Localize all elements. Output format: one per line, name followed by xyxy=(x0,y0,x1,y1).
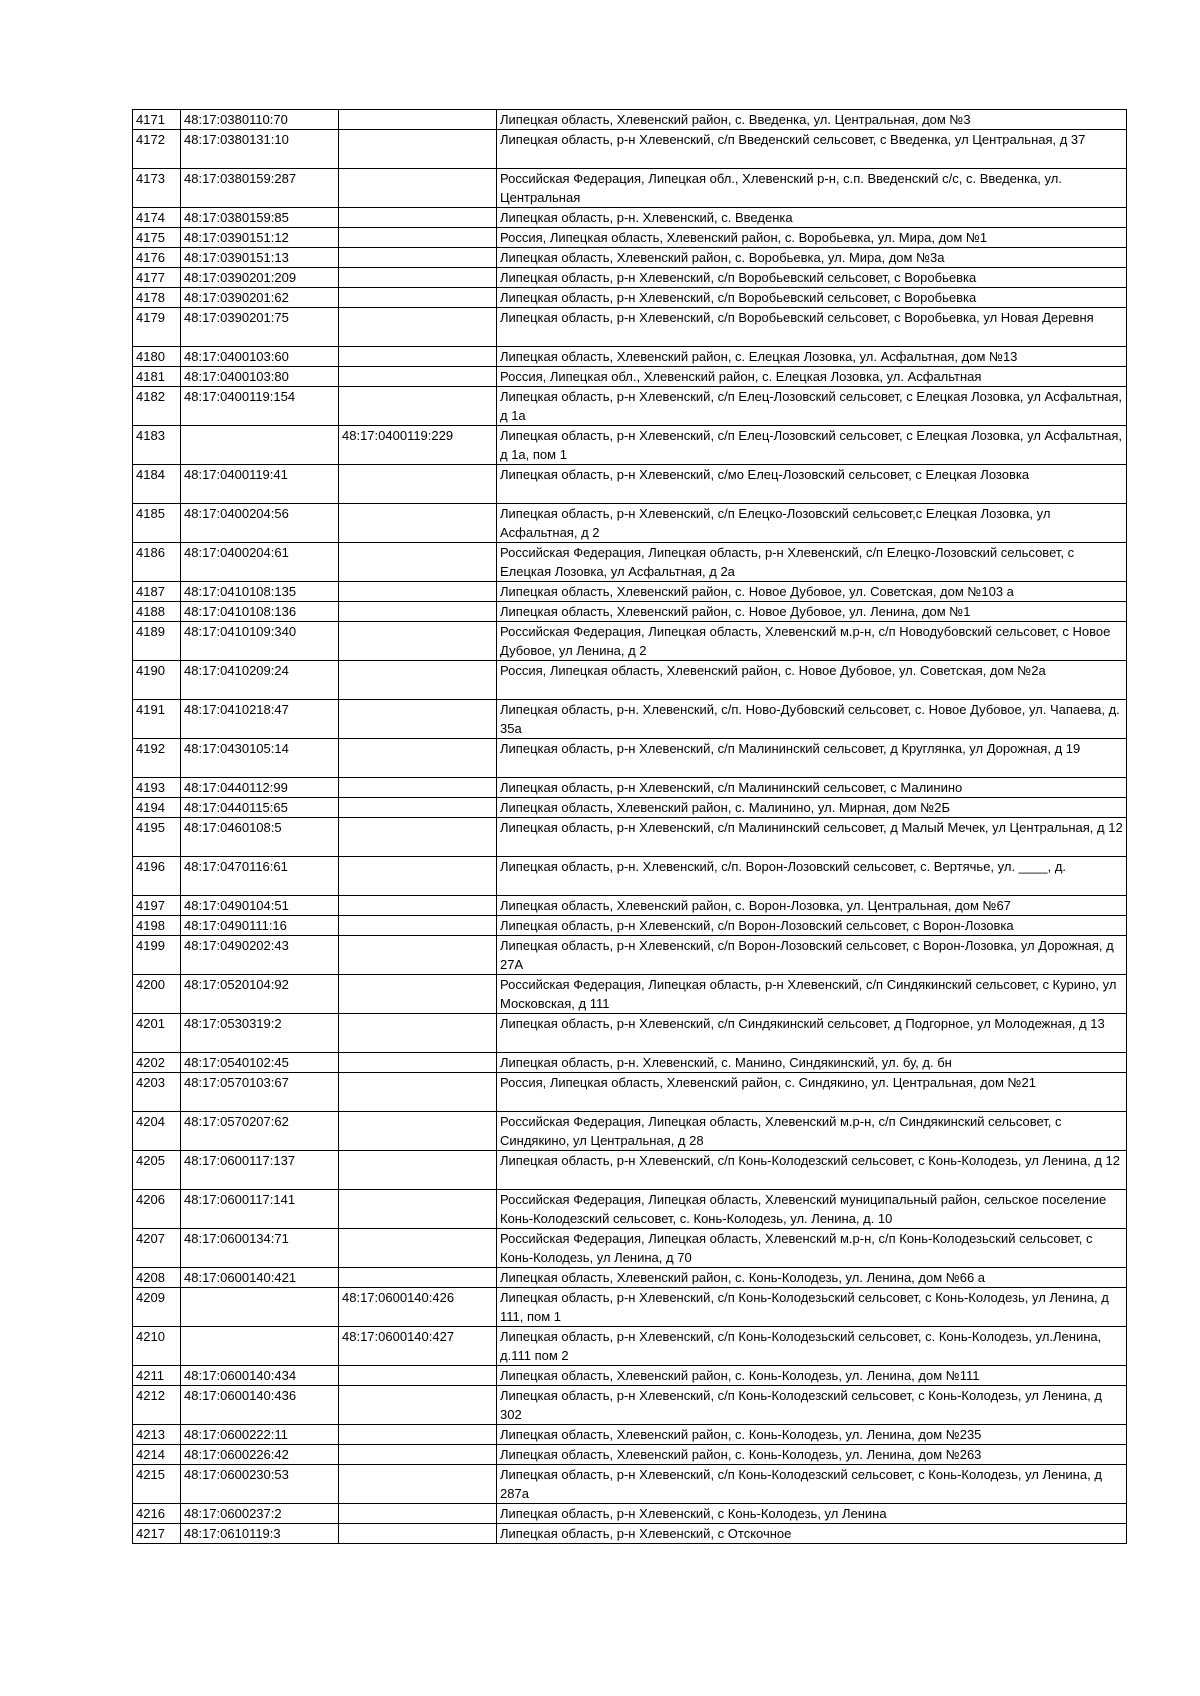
premises-cadastral-number-cell xyxy=(339,1524,497,1544)
premises-cadastral-number-cell xyxy=(339,1504,497,1524)
premises-cadastral-number-cell xyxy=(339,110,497,130)
row-number-cell: 4191 xyxy=(133,700,181,739)
table-row xyxy=(133,110,1127,130)
address-cell: Россия, Липецкая область, Хлевенский район, с. Синдякино, ул. Центральная, дом №21 xyxy=(497,1073,1127,1112)
address-cell: Липецкая область, р-н Хлевенский, с/п Воробьевский сельсовет, с Воробьевка xyxy=(497,268,1127,288)
cadastral-number-cell: 48:17:0600237:2 xyxy=(181,1504,339,1524)
premises-cadastral-number-cell xyxy=(339,896,497,916)
address-cell: Липецкая область, р-н. Хлевенский, с. Введенка xyxy=(497,208,1127,228)
row-number-cell: 4190 xyxy=(133,661,181,700)
row-number-cell: 4187 xyxy=(133,582,181,602)
address-cell: Липецкая область, р-н Хлевенский, с/мо Елец-Лозовский сельсовет, с Елецкая Лозовка xyxy=(497,465,1127,504)
table-row xyxy=(133,739,1127,778)
row-number-cell: 4189 xyxy=(133,622,181,661)
premises-cadastral-number-cell xyxy=(339,975,497,1014)
premises-cadastral-number-cell xyxy=(339,857,497,896)
premises-cadastral-number-cell xyxy=(339,778,497,798)
premises-cadastral-number-cell xyxy=(339,228,497,248)
table-row xyxy=(133,936,1127,975)
address-cell: Липецкая область, р-н. Хлевенский, с. Манино, Синдякинский, ул. бу, д. бн xyxy=(497,1053,1127,1073)
table-row xyxy=(133,347,1127,367)
row-number-cell: 4185 xyxy=(133,504,181,543)
premises-cadastral-number-cell xyxy=(339,465,497,504)
cadastral-number-cell xyxy=(181,1288,339,1327)
premises-cadastral-number-cell: 48:17:0600140:426 xyxy=(339,1288,497,1327)
row-number-cell: 4198 xyxy=(133,916,181,936)
premises-cadastral-number-cell xyxy=(339,622,497,661)
row-number-cell: 4203 xyxy=(133,1073,181,1112)
premises-cadastral-number-cell xyxy=(339,504,497,543)
cadastral-number-cell: 48:17:0540102:45 xyxy=(181,1053,339,1073)
row-number-cell: 4210 xyxy=(133,1327,181,1366)
table-row xyxy=(133,1112,1127,1151)
premises-cadastral-number-cell: 48:17:0400119:229 xyxy=(339,426,497,465)
property-registry-table xyxy=(132,109,1127,1544)
row-number-cell: 4196 xyxy=(133,857,181,896)
cadastral-number-cell: 48:17:0490104:51 xyxy=(181,896,339,916)
cadastral-number-cell: 48:17:0600117:141 xyxy=(181,1190,339,1229)
premises-cadastral-number-cell xyxy=(339,1386,497,1425)
row-number-cell: 4194 xyxy=(133,798,181,818)
row-number-cell: 4216 xyxy=(133,1504,181,1524)
address-cell: Липецкая область, р-н Хлевенский, с Отскочное xyxy=(497,1524,1127,1544)
address-cell: Липецкая область, Хлевенский район, с. Елецкая Лозовка, ул. Асфальтная, дом №13 xyxy=(497,347,1127,367)
premises-cadastral-number-cell xyxy=(339,208,497,228)
premises-cadastral-number-cell xyxy=(339,1151,497,1190)
table-row xyxy=(133,1053,1127,1073)
address-cell: Российская Федерация, Липецкая область, р-н Хлевенский, с/п Елецко-Лозовский сельсовет, с Елецкая Лозовка, ул Асфальтная, д 2а xyxy=(497,543,1127,582)
address-cell: Липецкая область, р-н Хлевенский, с/п Малининский сельсовет, с Малинино xyxy=(497,778,1127,798)
premises-cadastral-number-cell xyxy=(339,347,497,367)
table-row xyxy=(133,130,1127,169)
premises-cadastral-number-cell xyxy=(339,1366,497,1386)
premises-cadastral-number-cell xyxy=(339,543,497,582)
premises-cadastral-number-cell xyxy=(339,582,497,602)
row-number-cell: 4192 xyxy=(133,739,181,778)
cadastral-number-cell: 48:17:0380159:287 xyxy=(181,169,339,208)
table-row xyxy=(133,504,1127,543)
row-number-cell: 4172 xyxy=(133,130,181,169)
cadastral-number-cell: 48:17:0570103:67 xyxy=(181,1073,339,1112)
table-row xyxy=(133,1445,1127,1465)
table-row xyxy=(133,169,1127,208)
address-cell: Липецкая область, р-н Хлевенский, с/п Конь-Колодезский сельсовет, с Конь-Колодезь, ул Ленина, д 287а xyxy=(497,1465,1127,1504)
row-number-cell: 4200 xyxy=(133,975,181,1014)
premises-cadastral-number-cell xyxy=(339,1425,497,1445)
premises-cadastral-number-cell xyxy=(339,1073,497,1112)
table-row xyxy=(133,1268,1127,1288)
premises-cadastral-number-cell xyxy=(339,308,497,347)
cadastral-number-cell: 48:17:0400103:60 xyxy=(181,347,339,367)
address-cell: Россия, Липецкая область, Хлевенский район, с. Воробьевка, ул. Мира, дом №1 xyxy=(497,228,1127,248)
address-cell: Липецкая область, Хлевенский район, с. Новое Дубовое, ул. Советская, дом №103 а xyxy=(497,582,1127,602)
table-row xyxy=(133,1465,1127,1504)
address-cell: Липецкая область, Хлевенский район, с. Новое Дубовое, ул. Ленина, дом №1 xyxy=(497,602,1127,622)
address-cell: Россия, Липецкая обл., Хлевенский район, с. Елецкая Лозовка, ул. Асфальтная xyxy=(497,367,1127,387)
cadastral-number-cell: 48:17:0390151:12 xyxy=(181,228,339,248)
cadastral-number-cell: 48:17:0600222:11 xyxy=(181,1425,339,1445)
cadastral-number-cell: 48:17:0600117:137 xyxy=(181,1151,339,1190)
table-row xyxy=(133,208,1127,228)
premises-cadastral-number-cell xyxy=(339,1229,497,1268)
cadastral-number-cell: 48:17:0400119:154 xyxy=(181,387,339,426)
premises-cadastral-number-cell xyxy=(339,602,497,622)
premises-cadastral-number-cell xyxy=(339,798,497,818)
table-row xyxy=(133,798,1127,818)
cadastral-number-cell: 48:17:0600140:434 xyxy=(181,1366,339,1386)
table-row xyxy=(133,1425,1127,1445)
cadastral-number-cell: 48:17:0440112:99 xyxy=(181,778,339,798)
table-row xyxy=(133,387,1127,426)
address-cell: Липецкая область, р-н Хлевенский, с/п Синдякинский сельсовет, д Подгорное, ул Молодежная, д 13 xyxy=(497,1014,1127,1053)
row-number-cell: 4202 xyxy=(133,1053,181,1073)
address-cell: Липецкая область, р-н Хлевенский, с/п Введенский сельсовет, с Введенка, ул Центральная, д 37 xyxy=(497,130,1127,169)
row-number-cell: 4171 xyxy=(133,110,181,130)
cadastral-number-cell: 48:17:0400103:80 xyxy=(181,367,339,387)
address-cell: Липецкая область, Хлевенский район, с. Воробьевка, ул. Мира, дом №3а xyxy=(497,248,1127,268)
row-number-cell: 4178 xyxy=(133,288,181,308)
row-number-cell: 4215 xyxy=(133,1465,181,1504)
row-number-cell: 4176 xyxy=(133,248,181,268)
address-cell: Липецкая область, р-н Хлевенский, с/п Ворон-Лозовский сельсовет, с Ворон-Лозовка xyxy=(497,916,1127,936)
cadastral-number-cell: 48:17:0520104:92 xyxy=(181,975,339,1014)
row-number-cell: 4182 xyxy=(133,387,181,426)
row-number-cell: 4217 xyxy=(133,1524,181,1544)
table-row xyxy=(133,1190,1127,1229)
row-number-cell: 4197 xyxy=(133,896,181,916)
table-row xyxy=(133,308,1127,347)
cadastral-number-cell: 48:17:0490111:16 xyxy=(181,916,339,936)
address-cell: Липецкая область, р-н Хлевенский, с/п Елецко-Лозовский сельсовет,с Елецкая Лозовка, ул Асфальтная, д 2 xyxy=(497,504,1127,543)
table-row xyxy=(133,1504,1127,1524)
premises-cadastral-number-cell xyxy=(339,1014,497,1053)
premises-cadastral-number-cell xyxy=(339,367,497,387)
cadastral-number-cell: 48:17:0400204:61 xyxy=(181,543,339,582)
registry-table-body xyxy=(133,110,1127,1544)
address-cell: Липецкая область, р-н Хлевенский, с/п Конь-Колодезский сельсовет, с Конь-Колодезь, ул Ленина, д 12 xyxy=(497,1151,1127,1190)
premises-cadastral-number-cell xyxy=(339,818,497,857)
premises-cadastral-number-cell xyxy=(339,288,497,308)
premises-cadastral-number-cell xyxy=(339,387,497,426)
row-number-cell: 4212 xyxy=(133,1386,181,1425)
row-number-cell: 4174 xyxy=(133,208,181,228)
row-number-cell: 4207 xyxy=(133,1229,181,1268)
table-row xyxy=(133,1524,1127,1544)
address-cell: Липецкая область, р-н Хлевенский, с/п Малининский сельсовет, д Малый Мечек, ул Центральная, д 12 xyxy=(497,818,1127,857)
cadastral-number-cell: 48:17:0600230:53 xyxy=(181,1465,339,1504)
cadastral-number-cell: 48:17:0600140:436 xyxy=(181,1386,339,1425)
address-cell: Российская Федерация, Липецкая область, Хлевенский м.р-н, с/п Конь-Колодезьский сельсовет, с Конь-Колодезь, ул Ленина, д 70 xyxy=(497,1229,1127,1268)
row-number-cell: 4206 xyxy=(133,1190,181,1229)
address-cell: Липецкая область, р-н Хлевенский, с/п Малининский сельсовет, д Круглянка, ул Дорожная, д 19 xyxy=(497,739,1127,778)
address-cell: Липецкая область, Хлевенский район, с. Ворон-Лозовка, ул. Центральная, дом №67 xyxy=(497,896,1127,916)
address-cell: Липецкая область, р-н Хлевенский, с Конь-Колодезь, ул Ленина xyxy=(497,1504,1127,1524)
table-row xyxy=(133,268,1127,288)
cadastral-number-cell: 48:17:0400204:56 xyxy=(181,504,339,543)
cadastral-number-cell: 48:17:0390151:13 xyxy=(181,248,339,268)
address-cell: Липецкая область, р-н. Хлевенский, с/п. Ворон-Лозовский сельсовет, с. Вертячье, ул. ____, д. xyxy=(497,857,1127,896)
table-row xyxy=(133,582,1127,602)
cadastral-number-cell: 48:17:0490202:43 xyxy=(181,936,339,975)
table-row xyxy=(133,465,1127,504)
premises-cadastral-number-cell: 48:17:0600140:427 xyxy=(339,1327,497,1366)
premises-cadastral-number-cell xyxy=(339,248,497,268)
address-cell: Российская Федерация, Липецкая обл., Хлевенский р-н, с.п. Введенский с/с, с. Введенка, ул. Центральная xyxy=(497,169,1127,208)
address-cell: Липецкая область, р-н Хлевенский, с/п Конь-Колодезьский сельсовет, с Конь-Колодезь, ул Ленина, д 111, пом 1 xyxy=(497,1288,1127,1327)
row-number-cell: 4199 xyxy=(133,936,181,975)
cadastral-number-cell: 48:17:0410209:24 xyxy=(181,661,339,700)
row-number-cell: 4201 xyxy=(133,1014,181,1053)
premises-cadastral-number-cell xyxy=(339,1465,497,1504)
table-row xyxy=(133,1073,1127,1112)
cadastral-number-cell: 48:17:0430105:14 xyxy=(181,739,339,778)
address-cell: Липецкая область, р-н. Хлевенский, с/п. Ново-Дубовский сельсовет, с. Новое Дубовое, ул. Чапаева, д. 35а xyxy=(497,700,1127,739)
cadastral-number-cell: 48:17:0380159:85 xyxy=(181,208,339,228)
table-row xyxy=(133,228,1127,248)
table-row xyxy=(133,1014,1127,1053)
address-cell: Липецкая область, р-н Хлевенский, с/п Конь-Колодезьский сельсовет, с. Конь-Колодезь, ул.Ленина, д.111 пом 2 xyxy=(497,1327,1127,1366)
table-row xyxy=(133,916,1127,936)
premises-cadastral-number-cell xyxy=(339,130,497,169)
row-number-cell: 4195 xyxy=(133,818,181,857)
row-number-cell: 4209 xyxy=(133,1288,181,1327)
row-number-cell: 4204 xyxy=(133,1112,181,1151)
address-cell: Российская Федерация, Липецкая область, Хлевенский м.р-н, с/п Синдякинский сельсовет, с Синдякино, ул Центральная, д 28 xyxy=(497,1112,1127,1151)
table-row xyxy=(133,778,1127,798)
row-number-cell: 4205 xyxy=(133,1151,181,1190)
cadastral-number-cell: 48:17:0600140:421 xyxy=(181,1268,339,1288)
address-cell: Липецкая область, Хлевенский район, с. Конь-Колодезь, ул. Ленина, дом №235 xyxy=(497,1425,1127,1445)
table-row xyxy=(133,426,1127,465)
cadastral-number-cell: 48:17:0410108:135 xyxy=(181,582,339,602)
table-row xyxy=(133,602,1127,622)
address-cell: Липецкая область, Хлевенский район, с. Конь-Колодезь, ул. Ленина, дом №66 а xyxy=(497,1268,1127,1288)
table-row xyxy=(133,248,1127,268)
address-cell: Липецкая область, р-н Хлевенский, с/п Ворон-Лозовский сельсовет, с Ворон-Лозовка, ул Дорожная, д 27А xyxy=(497,936,1127,975)
address-cell: Россия, Липецкая область, Хлевенский район, с. Новое Дубовое, ул. Советская, дом №2а xyxy=(497,661,1127,700)
cadastral-number-cell: 48:17:0380110:70 xyxy=(181,110,339,130)
cadastral-number-cell: 48:17:0400119:41 xyxy=(181,465,339,504)
row-number-cell: 4177 xyxy=(133,268,181,288)
cadastral-number-cell xyxy=(181,1327,339,1366)
table-row xyxy=(133,543,1127,582)
table-row xyxy=(133,1229,1127,1268)
premises-cadastral-number-cell xyxy=(339,1112,497,1151)
premises-cadastral-number-cell xyxy=(339,1053,497,1073)
premises-cadastral-number-cell xyxy=(339,169,497,208)
cadastral-number-cell: 48:17:0460108:5 xyxy=(181,818,339,857)
table-row xyxy=(133,367,1127,387)
cadastral-number-cell: 48:17:0380131:10 xyxy=(181,130,339,169)
table-row xyxy=(133,288,1127,308)
address-cell: Российская Федерация, Липецкая область, р-н Хлевенский, с/п Синдякинский сельсовет, с Курино, ул Московская, д 111 xyxy=(497,975,1127,1014)
table-row xyxy=(133,857,1127,896)
row-number-cell: 4211 xyxy=(133,1366,181,1386)
row-number-cell: 4214 xyxy=(133,1445,181,1465)
cadastral-number-cell: 48:17:0410109:340 xyxy=(181,622,339,661)
cadastral-number-cell: 48:17:0530319:2 xyxy=(181,1014,339,1053)
address-cell: Липецкая область, Хлевенский район, с. Конь-Колодезь, ул. Ленина, дом №111 xyxy=(497,1366,1127,1386)
row-number-cell: 4186 xyxy=(133,543,181,582)
cadastral-number-cell: 48:17:0390201:62 xyxy=(181,288,339,308)
cadastral-number-cell: 48:17:0390201:75 xyxy=(181,308,339,347)
row-number-cell: 4173 xyxy=(133,169,181,208)
premises-cadastral-number-cell xyxy=(339,739,497,778)
premises-cadastral-number-cell xyxy=(339,936,497,975)
address-cell: Липецкая область, р-н Хлевенский, с/п Воробьевский сельсовет, с Воробьевка, ул Новая Деревня xyxy=(497,308,1127,347)
cadastral-number-cell: 48:17:0410218:47 xyxy=(181,700,339,739)
address-cell: Липецкая область, Хлевенский район, с. Малинино, ул. Мирная, дом №2Б xyxy=(497,798,1127,818)
address-cell: Липецкая область, р-н Хлевенский, с/п Конь-Колодезский сельсовет, с Конь-Колодезь, ул Ленина, д 302 xyxy=(497,1386,1127,1425)
table-row xyxy=(133,1386,1127,1425)
premises-cadastral-number-cell xyxy=(339,700,497,739)
table-row xyxy=(133,1288,1127,1327)
table-row xyxy=(133,975,1127,1014)
cadastral-number-cell: 48:17:0600226:42 xyxy=(181,1445,339,1465)
row-number-cell: 4179 xyxy=(133,308,181,347)
address-cell: Российская Федерация, Липецкая область, Хлевенский муниципальный район, сельское поселение Конь-Колодезский сельсовет, с. Конь-Колодезь, ул. Ленина, д. 10 xyxy=(497,1190,1127,1229)
cadastral-number-cell: 48:17:0440115:65 xyxy=(181,798,339,818)
cadastral-number-cell: 48:17:0470116:61 xyxy=(181,857,339,896)
cadastral-number-cell: 48:17:0410108:136 xyxy=(181,602,339,622)
table-row xyxy=(133,1151,1127,1190)
premises-cadastral-number-cell xyxy=(339,268,497,288)
row-number-cell: 4193 xyxy=(133,778,181,798)
row-number-cell: 4183 xyxy=(133,426,181,465)
row-number-cell: 4213 xyxy=(133,1425,181,1445)
table-row xyxy=(133,1366,1127,1386)
cadastral-number-cell: 48:17:0570207:62 xyxy=(181,1112,339,1151)
table-row xyxy=(133,1327,1127,1366)
address-cell: Липецкая область, р-н Хлевенский, с/п Елец-Лозовский сельсовет, с Елецкая Лозовка, ул Асфальтная, д 1а xyxy=(497,387,1127,426)
cadastral-number-cell: 48:17:0610119:3 xyxy=(181,1524,339,1544)
row-number-cell: 4184 xyxy=(133,465,181,504)
address-cell: Липецкая область, р-н Хлевенский, с/п Елец-Лозовский сельсовет, с Елецкая Лозовка, ул Асфальтная, д 1а, пом 1 xyxy=(497,426,1127,465)
table-row xyxy=(133,818,1127,857)
row-number-cell: 4180 xyxy=(133,347,181,367)
row-number-cell: 4188 xyxy=(133,602,181,622)
address-cell: Липецкая область, Хлевенский район, с. Конь-Колодезь, ул. Ленина, дом №263 xyxy=(497,1445,1127,1465)
table-row xyxy=(133,622,1127,661)
address-cell: Липецкая область, р-н Хлевенский, с/п Воробьевский сельсовет, с Воробьевка xyxy=(497,288,1127,308)
row-number-cell: 4181 xyxy=(133,367,181,387)
cadastral-number-cell: 48:17:0600134:71 xyxy=(181,1229,339,1268)
cadastral-number-cell xyxy=(181,426,339,465)
table-row xyxy=(133,896,1127,916)
premises-cadastral-number-cell xyxy=(339,1445,497,1465)
cadastral-number-cell: 48:17:0390201:209 xyxy=(181,268,339,288)
premises-cadastral-number-cell xyxy=(339,661,497,700)
premises-cadastral-number-cell xyxy=(339,1268,497,1288)
table-row xyxy=(133,700,1127,739)
address-cell: Липецкая область, Хлевенский район, с. Введенка, ул. Центральная, дом №3 xyxy=(497,110,1127,130)
row-number-cell: 4208 xyxy=(133,1268,181,1288)
table-row xyxy=(133,661,1127,700)
premises-cadastral-number-cell xyxy=(339,1190,497,1229)
row-number-cell: 4175 xyxy=(133,228,181,248)
premises-cadastral-number-cell xyxy=(339,916,497,936)
address-cell: Российская Федерация, Липецкая область, Хлевенский м.р-н, с/п Новодубовский сельсовет, с Новое Дубовое, ул Ленина, д 2 xyxy=(497,622,1127,661)
